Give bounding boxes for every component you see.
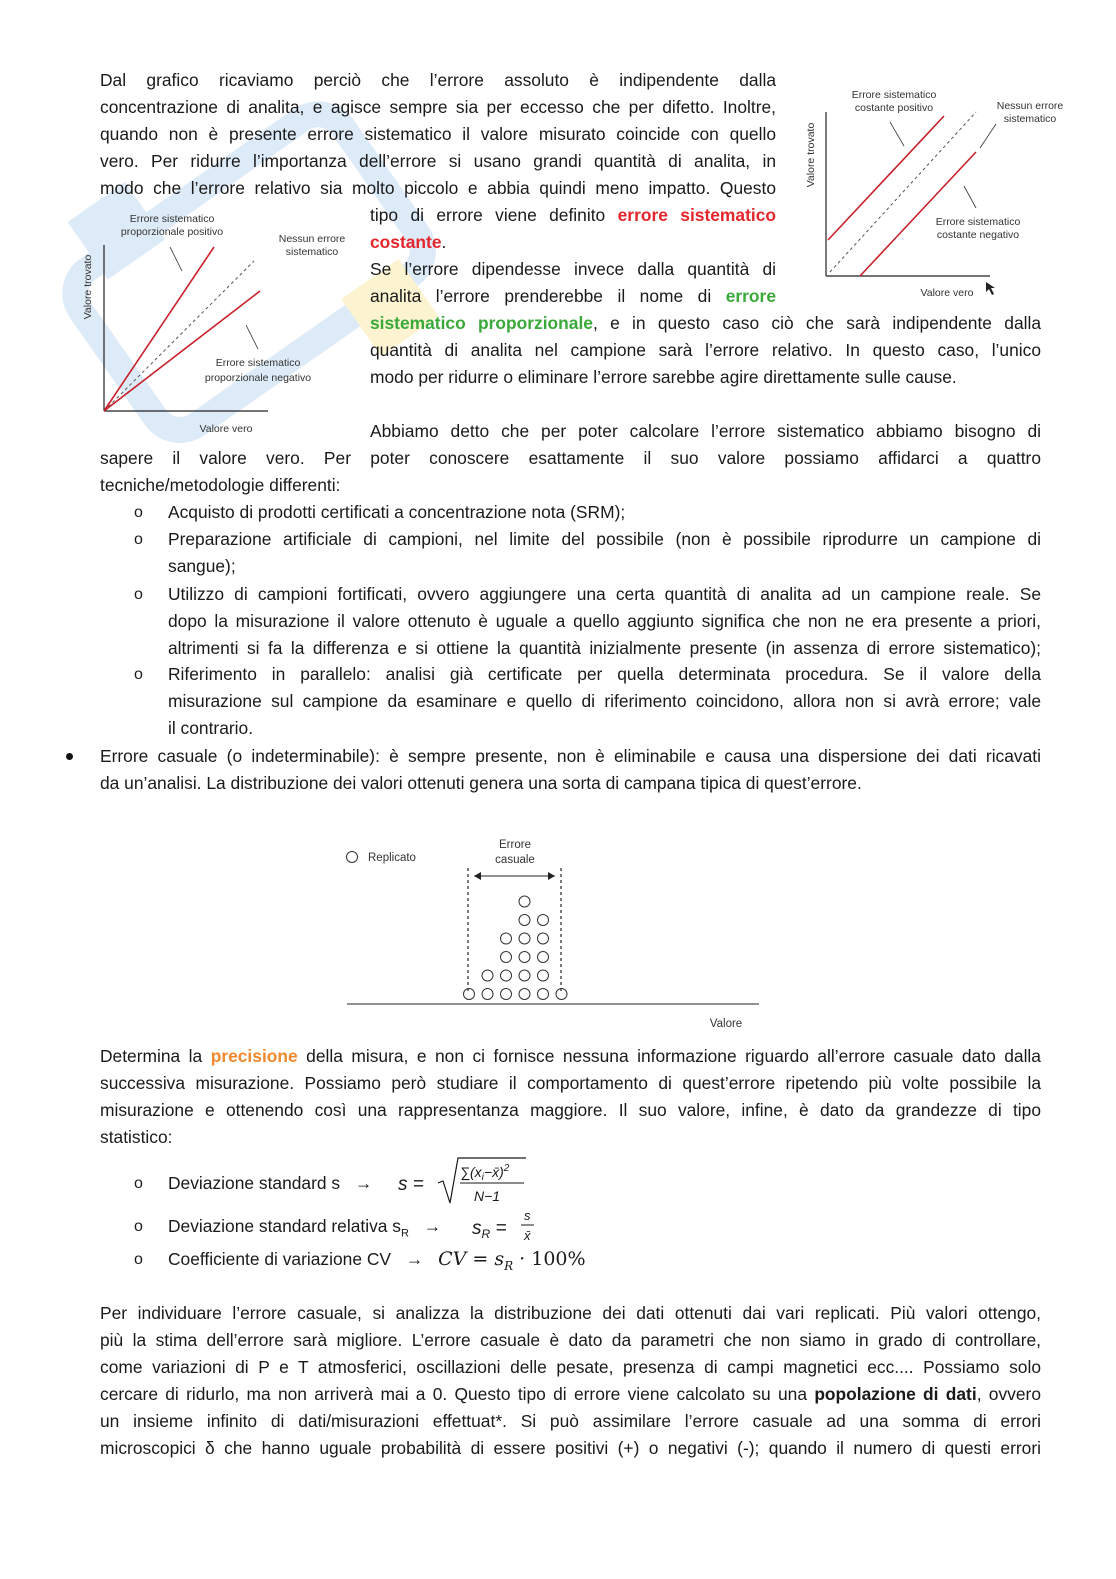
bullet-dot — [66, 753, 73, 760]
term-errore-sistematico: errore sistematico — [617, 205, 776, 225]
term-sistematico-proporzionale: sistematico proporzionale — [370, 313, 593, 333]
arrow-icon: → — [405, 1249, 424, 1269]
line: costante. — [370, 232, 447, 252]
arrow-icon: → — [423, 1216, 442, 1236]
line: Per individuare l’errore casuale, si analizza la distribuzione dei dati ottenuti dai vari replicati. Più valori ottengo, — [100, 1303, 1041, 1323]
replicate-dot — [501, 970, 512, 981]
line: più la stima dell’errore sarà migliore. L’errore casuale è dato da parametri che non siamo in grado di controllare, — [100, 1330, 1041, 1350]
replicate-dot — [519, 896, 530, 907]
subscript: R — [400, 1227, 409, 1240]
list-bullet: o — [134, 504, 143, 521]
legend-label: Replicato — [368, 852, 416, 864]
y-axis-label: Valore trovato — [82, 254, 94, 320]
positive-error-line — [104, 247, 214, 411]
figure-constant-error — [800, 82, 1080, 307]
line: tecniche/metodologie differenti: — [100, 475, 341, 495]
replicate-dot — [538, 970, 549, 981]
fig-label: sistematico — [285, 246, 339, 258]
text: , ovvero — [976, 1384, 1041, 1404]
line: altrimenti si fa la differenza e si ottiene la quantità inizialmente presente (in assenza di errore sistematico); — [168, 638, 1041, 658]
arrow-head-right — [548, 872, 555, 880]
x-axis-label: Valore — [709, 1018, 743, 1030]
term-costante: costante — [370, 232, 442, 252]
replicate-dot — [519, 952, 530, 963]
line: come variazioni di P e T atmosferici, oscillazioni delle pesate, presenza di campi magnetici ecc.... Possiamo solo — [100, 1357, 1041, 1377]
line: Errore casuale (o indeterminabile): è sempre presente, non è eliminabile e causa una dispersione dei dati ricavati — [100, 746, 1041, 766]
replicate-dot — [501, 989, 512, 1000]
line: quando non è presente errore sistematico il valore misurato coincide con quello — [100, 124, 776, 144]
line: misurazione e ottenendo così una rappresentanza maggiore. Il suo valore, infine, è dato da grandezze di tipo — [100, 1100, 1041, 1120]
list-bullet: o — [134, 1218, 143, 1235]
line: da un’analisi. La distribuzione dei valori ottenuti genera una sorta di campana tipica di quest’errore. — [100, 773, 862, 793]
label: Deviazione standard s — [168, 1173, 341, 1193]
term-popolazione-dati: popolazione di dati — [814, 1384, 977, 1404]
intro-continuation-wide — [370, 310, 1041, 391]
term-errore: errore — [725, 286, 776, 306]
line: un insieme infinito di dati/misurazioni effettuat*. Si può assimilare l’errore casuale ad una somma di errori — [100, 1411, 1041, 1431]
line: Acquisto di prodotti certificati a concentrazione nota (SRM); — [168, 502, 626, 522]
list-bullet: o — [134, 531, 143, 548]
text: , e in questo caso ciò che sarà indipendente dalla — [592, 313, 1042, 333]
formula-cv: CV = $s_R \cdot 100\%$ — [438, 1248, 586, 1273]
line: Utilizzo di campioni fortificati, ovvero aggiungere una certa quantità di analita ad un campione reale. Se — [168, 584, 1041, 604]
line: statistico: — [100, 1127, 173, 1147]
arrow-icon: → — [354, 1173, 373, 1193]
fig-label: Errore sistematico — [851, 89, 937, 101]
line: misurazione sul campione da esaminare e quello di riferimento coincidono, allora non si avrà errore; vale — [168, 691, 1041, 711]
negative-error-line — [860, 152, 976, 276]
intro-paragraph — [100, 67, 776, 202]
term-precisione: precisione — [210, 1046, 298, 1066]
replicate-dot — [519, 933, 530, 944]
pointer — [964, 186, 976, 208]
replicate-dot — [482, 970, 493, 981]
line: successiva misurazione. Possiamo però studiare il comportamento di quest’errore ripetendo più volte possibile la — [100, 1073, 1041, 1093]
line — [370, 310, 1041, 337]
fig-label: Errore sistematico — [935, 216, 1021, 228]
negative-error-line — [104, 291, 260, 411]
list-bullet: o — [134, 1251, 143, 1268]
fig-label: casuale — [495, 854, 535, 866]
x-axis-label: Valore vero — [920, 287, 974, 299]
techniques-intro-cont — [100, 445, 1041, 499]
line: Preparazione artificiale di campioni, nel limite del possibile (non è possibile riprodurre un campione di — [168, 529, 1041, 549]
line: modo per ridurre o eliminare l’errore sarebbe agire direttamente sulle cause. — [370, 367, 957, 387]
techniques-intro — [370, 418, 1041, 445]
fig-label: Errore — [499, 839, 531, 851]
line: modo che l’errore relativo sia molto piccolo e abbia quindi meno impatto. Questo — [100, 178, 776, 198]
replicate-dot — [538, 989, 549, 1000]
svg-text:∑(xi−x̄)2: $\sum(x_i-x̄)^2$ — [460, 1163, 510, 1183]
formula-rel-std-dev — [468, 1204, 548, 1248]
no-error-line — [104, 261, 254, 411]
line: Se l’errore dipendesse invece dalla quantità di — [370, 259, 776, 279]
fig-label: costante negativo — [936, 229, 1020, 241]
figure-random-error — [340, 832, 770, 1037]
list-bullet: o — [134, 586, 143, 603]
fig-label: Nessun errore — [996, 100, 1064, 112]
text: della misura, e non ci fornisce nessuna informazione riguardo all’errore casuale dato dalla — [306, 1046, 1041, 1066]
x-axis-label: Valore vero — [199, 423, 253, 435]
fig-label: proporzionale positivo — [120, 226, 224, 238]
replicate-dot — [538, 933, 549, 944]
fig-label: Nessun errore — [278, 233, 346, 245]
positive-error-line — [828, 116, 944, 240]
line — [100, 1381, 1041, 1408]
pointer — [980, 124, 996, 148]
replicate-dot — [501, 933, 512, 944]
fig-label: costante positivo — [854, 102, 934, 114]
line: sapere il valore vero. Per poter conoscere esattamente il suo valore possiamo affidarci a quattro — [100, 448, 1041, 468]
line — [370, 202, 776, 229]
svg-text:sR =: $s_R$ = — [472, 1218, 507, 1241]
y-axis-label: Valore trovato — [805, 122, 817, 188]
pointer — [170, 247, 182, 271]
replicate-dot — [519, 970, 530, 981]
text: Determina la — [100, 1046, 203, 1066]
fig-label: sistematico — [1003, 113, 1057, 125]
line: Riferimento in parallelo: analisi già certificate per quella determinata procedura. Se il valore della — [168, 664, 1041, 684]
label: Coefficiente di variazione CV — [168, 1249, 391, 1269]
line: Dal grafico ricaviamo perciò che l’errore assoluto è indipendente dalla — [100, 70, 776, 90]
random-error-paragraph — [100, 1300, 1041, 1462]
text: analita l’errore prenderebbe il nome di — [370, 286, 712, 306]
fig-label: proporzionale negativo — [204, 372, 312, 384]
replicate-dot — [538, 915, 549, 926]
replicate-dot — [538, 952, 549, 963]
svg-text:s =: s = — [398, 1174, 424, 1195]
line: il contrario. — [168, 718, 254, 738]
replicate-dot — [519, 915, 530, 926]
line: quantità di analita nel campione sarà l’errore relativo. In questo caso, l’unico — [370, 340, 1041, 360]
fig-label: Errore sistematico — [215, 357, 301, 369]
replicate-legend-icon — [347, 852, 358, 863]
fig-label: Errore sistematico — [129, 213, 215, 225]
list-bullet: o — [134, 666, 143, 683]
replicate-dot — [482, 989, 493, 1000]
svg-text:N−1: N−1 — [474, 1188, 501, 1204]
list-bullet: o — [134, 1175, 143, 1192]
text: tipo di errore viene definito — [370, 205, 606, 225]
replicate-dot — [501, 952, 512, 963]
pointer — [890, 122, 904, 146]
arrow-head-left — [474, 872, 481, 880]
line: vero. Per ridurre l’importanza dell’errore si usano grandi quantità di analita, in — [100, 151, 776, 171]
list-item — [168, 661, 1041, 742]
line: Abbiamo detto che per poter calcolare l’errore sistematico abbiamo bisogno di — [370, 421, 1041, 441]
replicate-dots — [464, 896, 568, 1000]
formula-std-dev — [394, 1153, 534, 1211]
pointer — [246, 325, 258, 349]
line: microscopici δ che hanno uguale probabilità di essere positivi (+) o negativi (-); quando il numero di questi errori — [100, 1438, 1041, 1458]
line: dopo la misurazione il valore ottenuto è uguale a quello aggiunto significa che non ne era presente a priori, — [168, 611, 1041, 631]
label: Deviazione standard relativa s — [168, 1216, 401, 1236]
figure-proportional-error — [78, 205, 368, 440]
intro-continuation — [370, 202, 776, 310]
list-item — [168, 581, 1041, 662]
text: cercare di ridurlo, ma non arriverà mai a 0. Questo tipo di errore viene calcolato su una — [100, 1384, 808, 1404]
line — [100, 1043, 1041, 1070]
precision-paragraph — [100, 1043, 1041, 1151]
svg-text:s: s — [524, 1208, 531, 1223]
line: concentrazione di analita, e agisce sempre sia per eccesso che per difetto. Inoltre, — [100, 97, 776, 117]
line — [370, 283, 776, 310]
no-error-line — [830, 112, 976, 272]
list-item — [168, 499, 1041, 526]
cursor-icon — [986, 282, 995, 295]
line: sangue); — [168, 556, 236, 576]
random-error-bullet — [100, 743, 1041, 797]
svg-text:x̄: x̄ — [524, 1228, 531, 1243]
replicate-dot — [464, 989, 475, 1000]
stat-cv — [168, 1246, 668, 1280]
replicate-dot — [519, 989, 530, 1000]
list-item — [168, 526, 1041, 580]
